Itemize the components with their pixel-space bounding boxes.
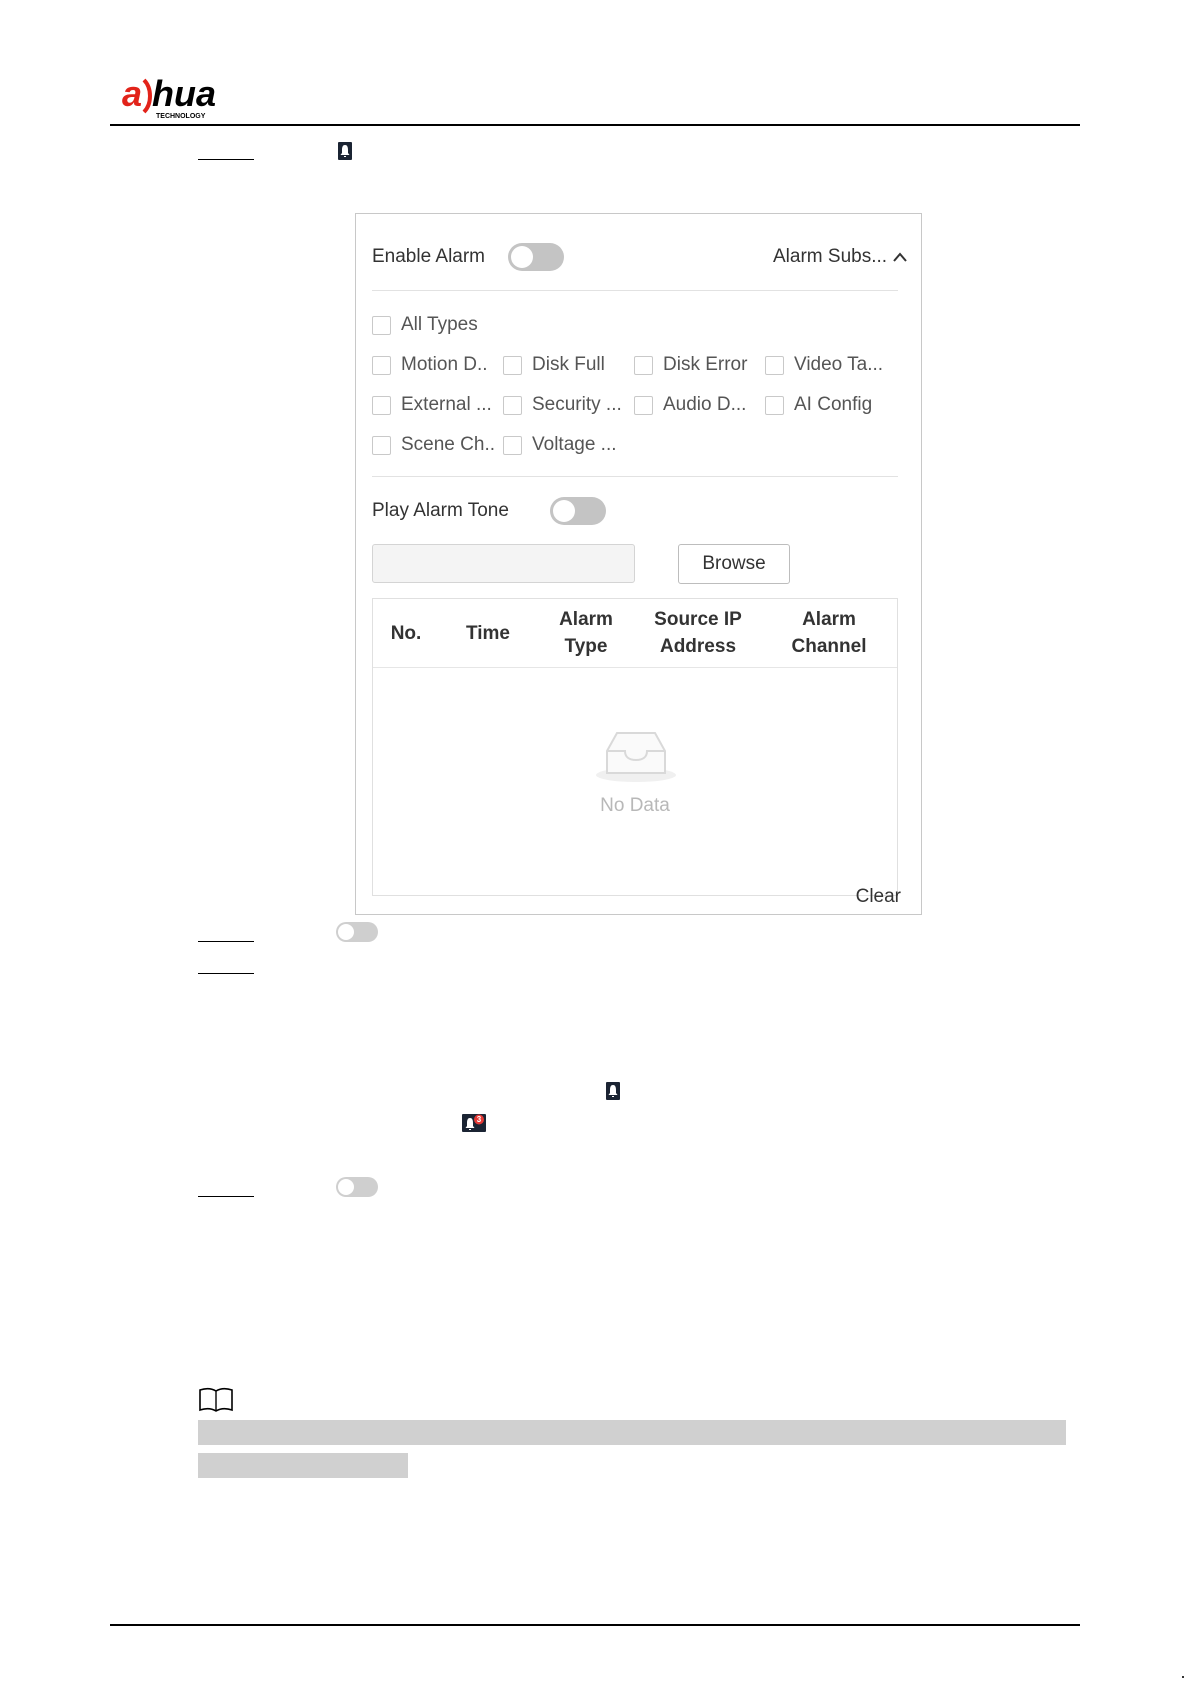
alarm-type-checkbox[interactable] — [634, 394, 746, 416]
alarm-table — [372, 598, 898, 896]
alarm-subscription-label: Alarm Subs... — [773, 246, 888, 267]
alarm-type-checkbox[interactable] — [372, 434, 495, 456]
step-marker — [198, 159, 254, 160]
alarm-type-label: Disk Full — [532, 354, 605, 375]
enable-alarm-label: Enable Alarm — [372, 246, 486, 267]
step-marker — [198, 941, 254, 942]
checkbox-box[interactable] — [372, 316, 391, 335]
bell-icon[interactable] — [338, 142, 352, 160]
alarm-type-label: External ... — [401, 394, 492, 415]
alarm-type-label: Video Ta... — [794, 354, 884, 375]
alarm-type-label: Voltage ... — [532, 434, 617, 455]
checkbox-box[interactable] — [503, 436, 522, 455]
empty-inbox-icon — [595, 727, 677, 783]
checkbox-box[interactable] — [503, 356, 522, 375]
alarm-type-checkbox[interactable] — [503, 354, 605, 376]
alarm-type-label: Audio D... — [663, 394, 747, 415]
alarm-type-checkbox[interactable] — [372, 394, 492, 416]
alarm-panel — [355, 213, 922, 915]
enable-alarm-toggle[interactable] — [508, 243, 564, 271]
step-marker — [198, 973, 254, 974]
alarm-subscription-dropdown[interactable] — [773, 246, 908, 268]
notification-badge-count: 3 — [476, 1115, 482, 1124]
step-marker — [198, 1196, 254, 1197]
dahua-logo — [122, 72, 252, 122]
alarm-type-checkbox[interactable] — [634, 354, 747, 376]
page-corner-mark — [1182, 1676, 1184, 1678]
alarm-type-label: Security ... — [532, 394, 622, 415]
alarm-type-checkbox[interactable] — [503, 394, 622, 416]
header-rule — [110, 124, 1080, 126]
alarm-type-label: Motion D.. — [401, 354, 488, 375]
checkbox-box[interactable] — [372, 396, 391, 415]
clear-button[interactable]: Clear — [855, 886, 901, 907]
svg-text:a: a — [122, 73, 143, 114]
column-header: Alarm Channel — [791, 609, 867, 657]
note-book-icon — [198, 1386, 234, 1414]
divider — [372, 290, 898, 291]
bell-with-badge-icon[interactable] — [462, 1114, 486, 1132]
svg-text:hua: hua — [152, 73, 217, 114]
column-header: Alarm Type — [559, 609, 613, 657]
all-types-label: All Types — [401, 314, 478, 335]
checkbox-box[interactable] — [634, 396, 653, 415]
alarm-tone-file-input[interactable] — [372, 544, 635, 583]
alarm-type-checkbox[interactable] — [372, 354, 488, 376]
play-alarm-tone-label: Play Alarm Tone — [372, 500, 509, 521]
table-header — [373, 599, 897, 668]
checkbox-box[interactable] — [765, 396, 784, 415]
bell-icon[interactable] — [606, 1082, 620, 1100]
alarm-type-label: Scene Ch.. — [401, 434, 495, 455]
browse-button[interactable]: Browse — [678, 544, 790, 584]
all-types-checkbox[interactable] — [372, 314, 478, 336]
checkbox-box[interactable] — [634, 356, 653, 375]
no-data-text: No Data — [600, 795, 670, 816]
chevron-up-icon — [892, 251, 908, 263]
checkbox-box[interactable] — [372, 436, 391, 455]
alarm-type-checkbox[interactable] — [765, 354, 883, 376]
column-header: No. — [390, 622, 422, 644]
alarm-type-checkbox[interactable] — [765, 394, 872, 416]
checkbox-box[interactable] — [765, 356, 784, 375]
footer-rule — [110, 1624, 1080, 1626]
divider — [372, 476, 898, 477]
svg-text:TECHNOLOGY: TECHNOLOGY — [156, 113, 206, 120]
note-highlight — [198, 1453, 408, 1478]
play-alarm-tone-toggle[interactable] — [550, 497, 606, 525]
toggle-off-icon — [336, 1177, 378, 1197]
alarm-type-label: AI Config — [794, 394, 873, 415]
alarm-type-checkbox[interactable] — [503, 434, 617, 456]
toggle-off-icon — [336, 922, 378, 942]
column-header: Source IP Address — [654, 609, 742, 657]
checkbox-box[interactable] — [503, 396, 522, 415]
note-highlight — [198, 1420, 1066, 1445]
checkbox-box[interactable] — [372, 356, 391, 375]
column-header: Time — [465, 622, 510, 644]
alarm-type-label: Disk Error — [663, 354, 748, 375]
